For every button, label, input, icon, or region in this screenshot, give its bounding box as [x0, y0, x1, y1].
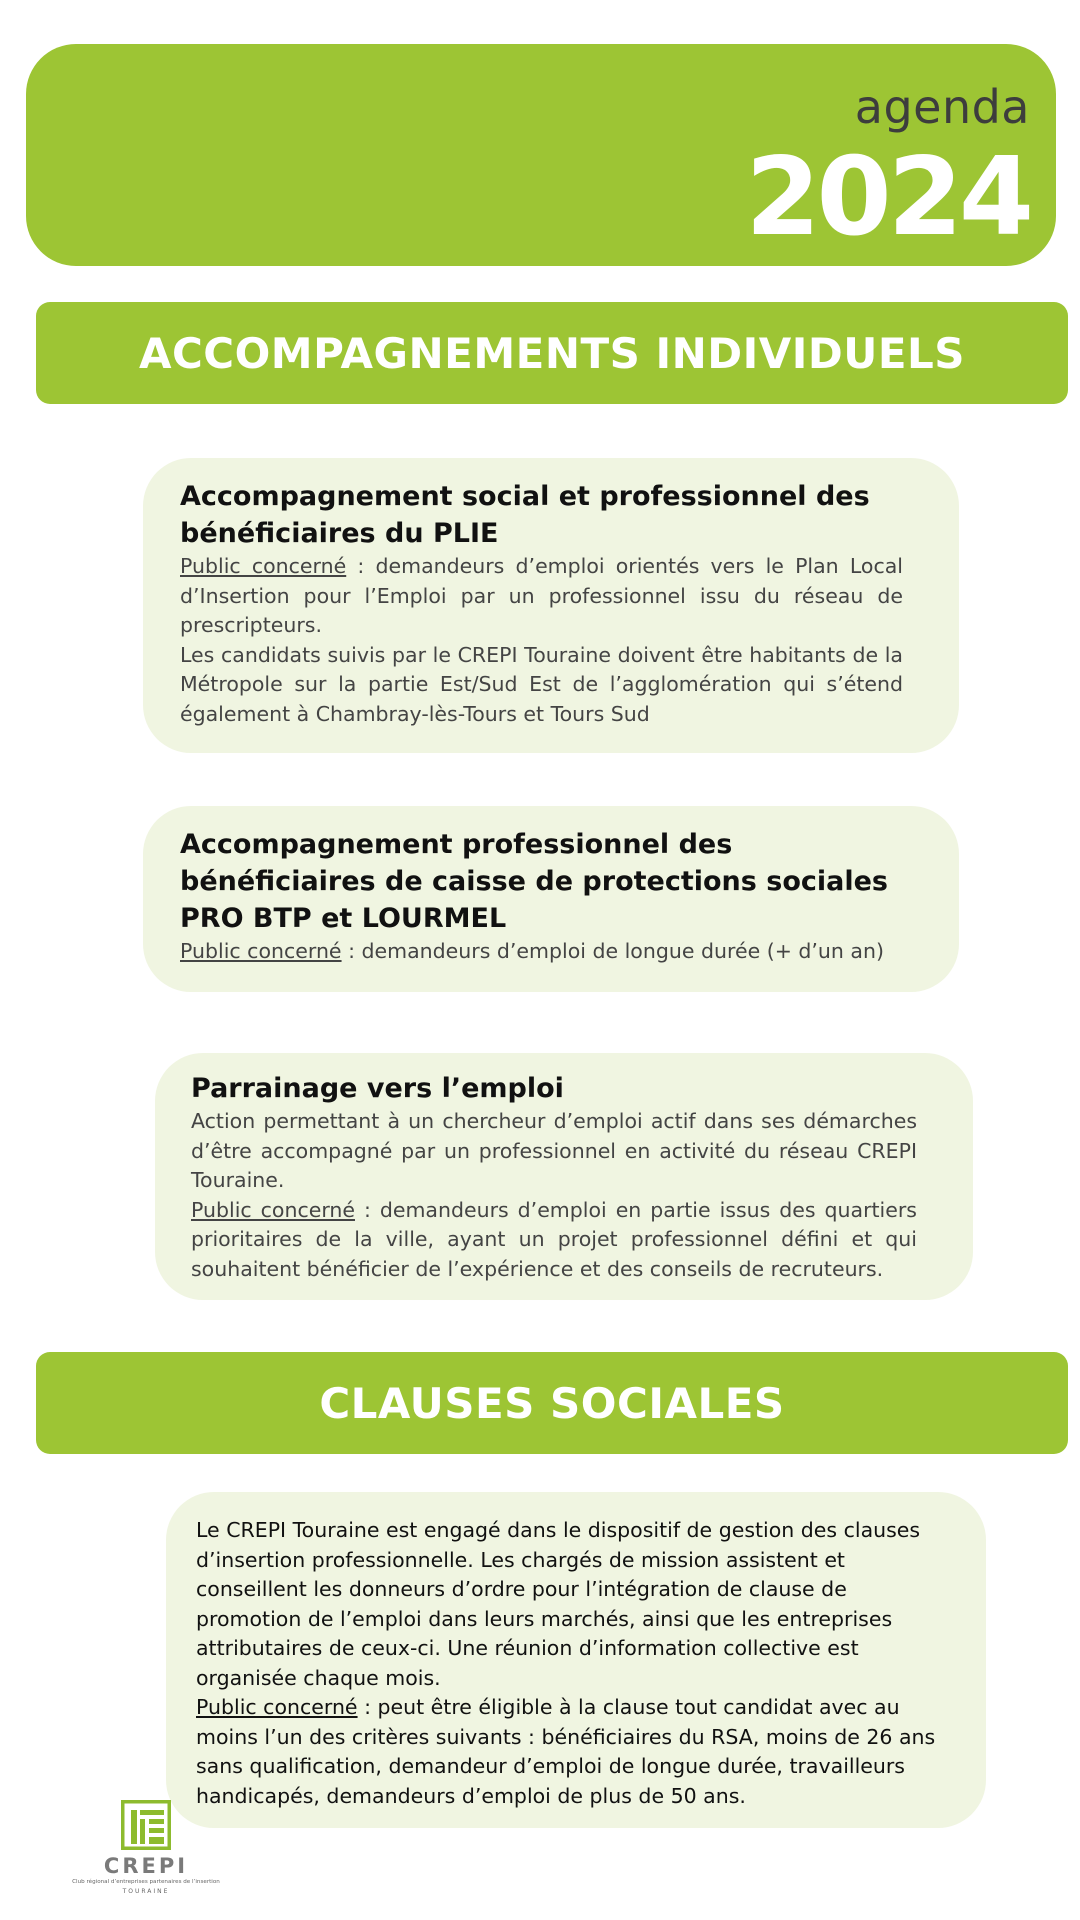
card-public: [180, 937, 903, 967]
card-plie: [143, 458, 959, 753]
card-intro: Action permettant à un chercheur d’emploi actif dans ses démarches d’être accompagné par un professionnel en activité du réseau CREPI Touraine.: [191, 1109, 917, 1192]
public-text: : demandeurs d’emploi orientés vers le Plan Local d’Insertion pour l’Emploi par un professionnel issu du réseau de prescripteurs.: [180, 554, 903, 637]
card-extra: Les candidats suivis par le CREPI Touraine doivent être habitants de la Métropole sur la partie Est/Sud Est de l’agglomération qui s’étend également à Chambray-lès-Tours et Tours Sud: [180, 642, 903, 726]
section-title-text: ACCOMPAGNEMENTS INDIVIDUELS: [138, 328, 966, 378]
card-intro: Le CREPI Touraine est engagé dans le dispositif de gestion des clauses d’insertion professionnelle. Les chargés de mission assistent et conseillent les donneurs d’ordre pour l’intégration de clause de promotion de l’emploi dans leurs marchés, ainsi que les entreprises attributaires de ceux-ci. Une réunion d’information collective est organisée chaque mois.: [196, 1518, 921, 1690]
card-public: [196, 1693, 948, 1811]
logo-tagline: Club régional d’entreprises partenaires de l’insertion: [72, 1879, 220, 1885]
card-pro-btp: [143, 806, 959, 992]
public-text: : peut être éligible à la clause tout candidat avec au moins l’un des critères suivants : bénéficiaires du RSA, moins de 26 ans sans qualification, demandeur d’emploi de longue durée, travailleurs handicapés, demandeurs d’emploi de plus de 50 ans.: [196, 1695, 936, 1808]
header-year: 2024: [745, 135, 1030, 260]
section-title-accompagnements: [36, 302, 1068, 404]
card-title: Parrainage vers l’emploi: [191, 1073, 564, 1104]
card-clauses: [166, 1492, 986, 1828]
card-public: [191, 1196, 917, 1285]
logo-brand: CREPI: [103, 1854, 189, 1878]
public-label: Public concerné: [196, 1695, 358, 1719]
section-title-clauses: [36, 1352, 1068, 1454]
card-title: Accompagnement social et professionnel des bénéficiaires du PLIE: [180, 481, 870, 549]
logo-region: TOURAINE: [122, 1888, 170, 1895]
card-public: [180, 552, 903, 641]
public-label: Public concerné: [180, 939, 342, 963]
public-label: Public concerné: [180, 554, 347, 578]
agenda-header: [26, 44, 1056, 266]
card-parrainage: [155, 1053, 973, 1300]
public-text: : demandeurs d’emploi en partie issus des quartiers prioritaires de la ville, ayant un projet professionnel défini et qui souhaitent bénéficier de l’expérience et des conseils de recruteurs.: [191, 1197, 917, 1281]
header-agenda-label: agenda: [854, 80, 1030, 134]
public-text: : demandeurs d’emploi de longue durée (+ d’un an): [341, 939, 884, 963]
section-title-text: CLAUSES SOCIALES: [319, 1378, 785, 1428]
public-label: Public concerné: [191, 1197, 355, 1222]
crepi-logo-mark-icon: [121, 1800, 171, 1850]
card-title: Accompagnement professionnel des bénéficiaires de caisse de protections sociales PRO BTP et LOURMEL: [180, 829, 888, 934]
crepi-logo: [56, 1800, 236, 1896]
